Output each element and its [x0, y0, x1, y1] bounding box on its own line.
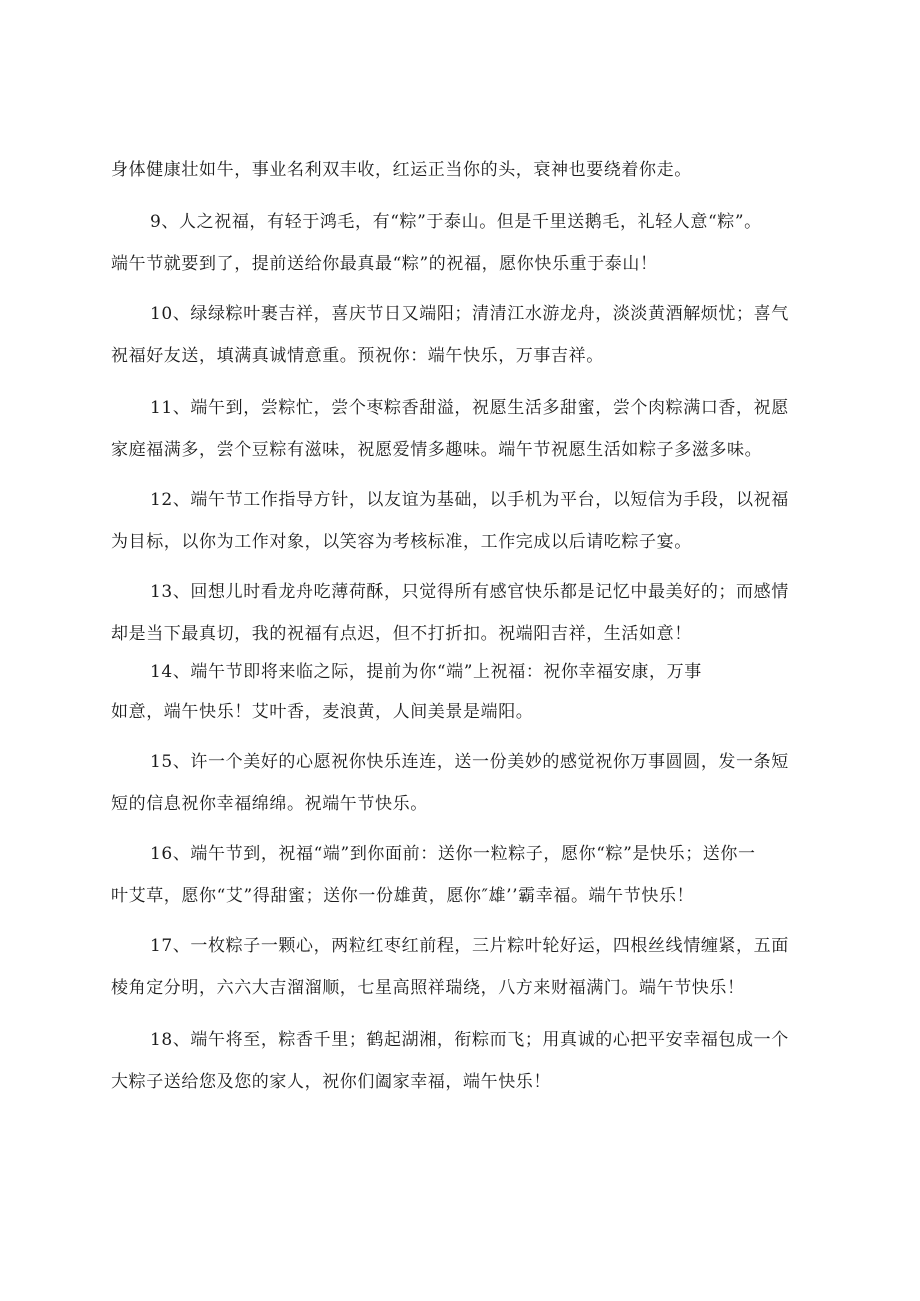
text-line: 端午节就要到了，提前送给你最真最“粽”的祝福，愿你快乐重于泰山！	[111, 254, 658, 274]
text-line: 身体健康壮如牛，事业名利双丰收，红运正当你的头，衰神也要绕着你走。	[111, 160, 692, 180]
text-line: 17、一枚粽子一颗心，两粒红枣红前程，三片粽叶轮好运，四根丝线情缠紧，五面	[150, 936, 789, 956]
text-line: 14、端午节即将来临之际，提前为你“端”上祝福：祝你幸福安康，万事	[150, 662, 702, 682]
text-line: 家庭福满多，尝个豆粽有滋味，祝愿爱情多趣味。端午节祝愿生活如粽子多滋多味。	[111, 440, 763, 460]
text-line: 15、许一个美好的心愿祝你快乐连连，送一份美妙的感觉祝你万事圆圆，发一条短	[150, 752, 789, 772]
text-line: 如意，端午快乐！艾叶香，麦浪黄，人间美景是端阳。	[111, 702, 534, 722]
text-line: 却是当下最真切，我的祝福有点迟，但不打折扣。祝端阳吉祥，生活如意！	[111, 624, 692, 644]
text-line: 9、人之祝福，有轻于鸿毛，有“粽”于泰山。但是千里送鹅毛，礼轻人意“粽”。	[150, 212, 762, 232]
text-line: 短的信息祝你幸福绵绵。祝端午节快乐。	[111, 794, 428, 814]
text-line: 18、端午将至，粽香千里；鹤起湖湘，衔粽而飞；用真诚的心把平安幸福包成一个	[150, 1030, 789, 1050]
text-line: 13、回想儿时看龙舟吃薄荷酥，只觉得所有感官快乐都是记忆中最美好的；而感情	[150, 582, 789, 602]
text-line: 16、端午节到，祝福“端”到你面前：送你一粒粽子，愿你“粽”是快乐；送你一	[150, 844, 756, 864]
text-line: 12、端午节工作指导方针，以友谊为基础，以手机为平台，以短信为手段，以祝福	[150, 490, 789, 510]
text-line: 叶艾草，愿你“艾”得甜蜜；送你一份雄黄，愿你″雄’’霸幸福。端午节快乐！	[111, 886, 695, 906]
text-line: 祝福好友送，填满真诚情意重。预祝你：端午快乐，万事吉祥。	[111, 346, 604, 366]
text-line: 大粽子送给您及您的家人，祝你们阖家幸福，端午快乐！	[111, 1072, 551, 1092]
text-line: 为目标，以你为工作对象，以笑容为考核标准，工作完成以后请吃粽子宴。	[111, 532, 692, 552]
text-line: 棱角定分明，六六大吉溜溜顺，七星高照祥瑞绕，八方来财福满门。端午节快乐！	[111, 978, 745, 998]
text-line: 10、绿绿粽叶裹吉祥，喜庆节日又端阳；清清江水游龙舟，淡淡黄酒解烦忧；喜气	[150, 304, 789, 324]
text-line: 11、端午到，尝粽忙，尝个枣粽香甜溢，祝愿生活多甜蜜，尝个肉粽满口香，祝愿	[150, 398, 789, 418]
